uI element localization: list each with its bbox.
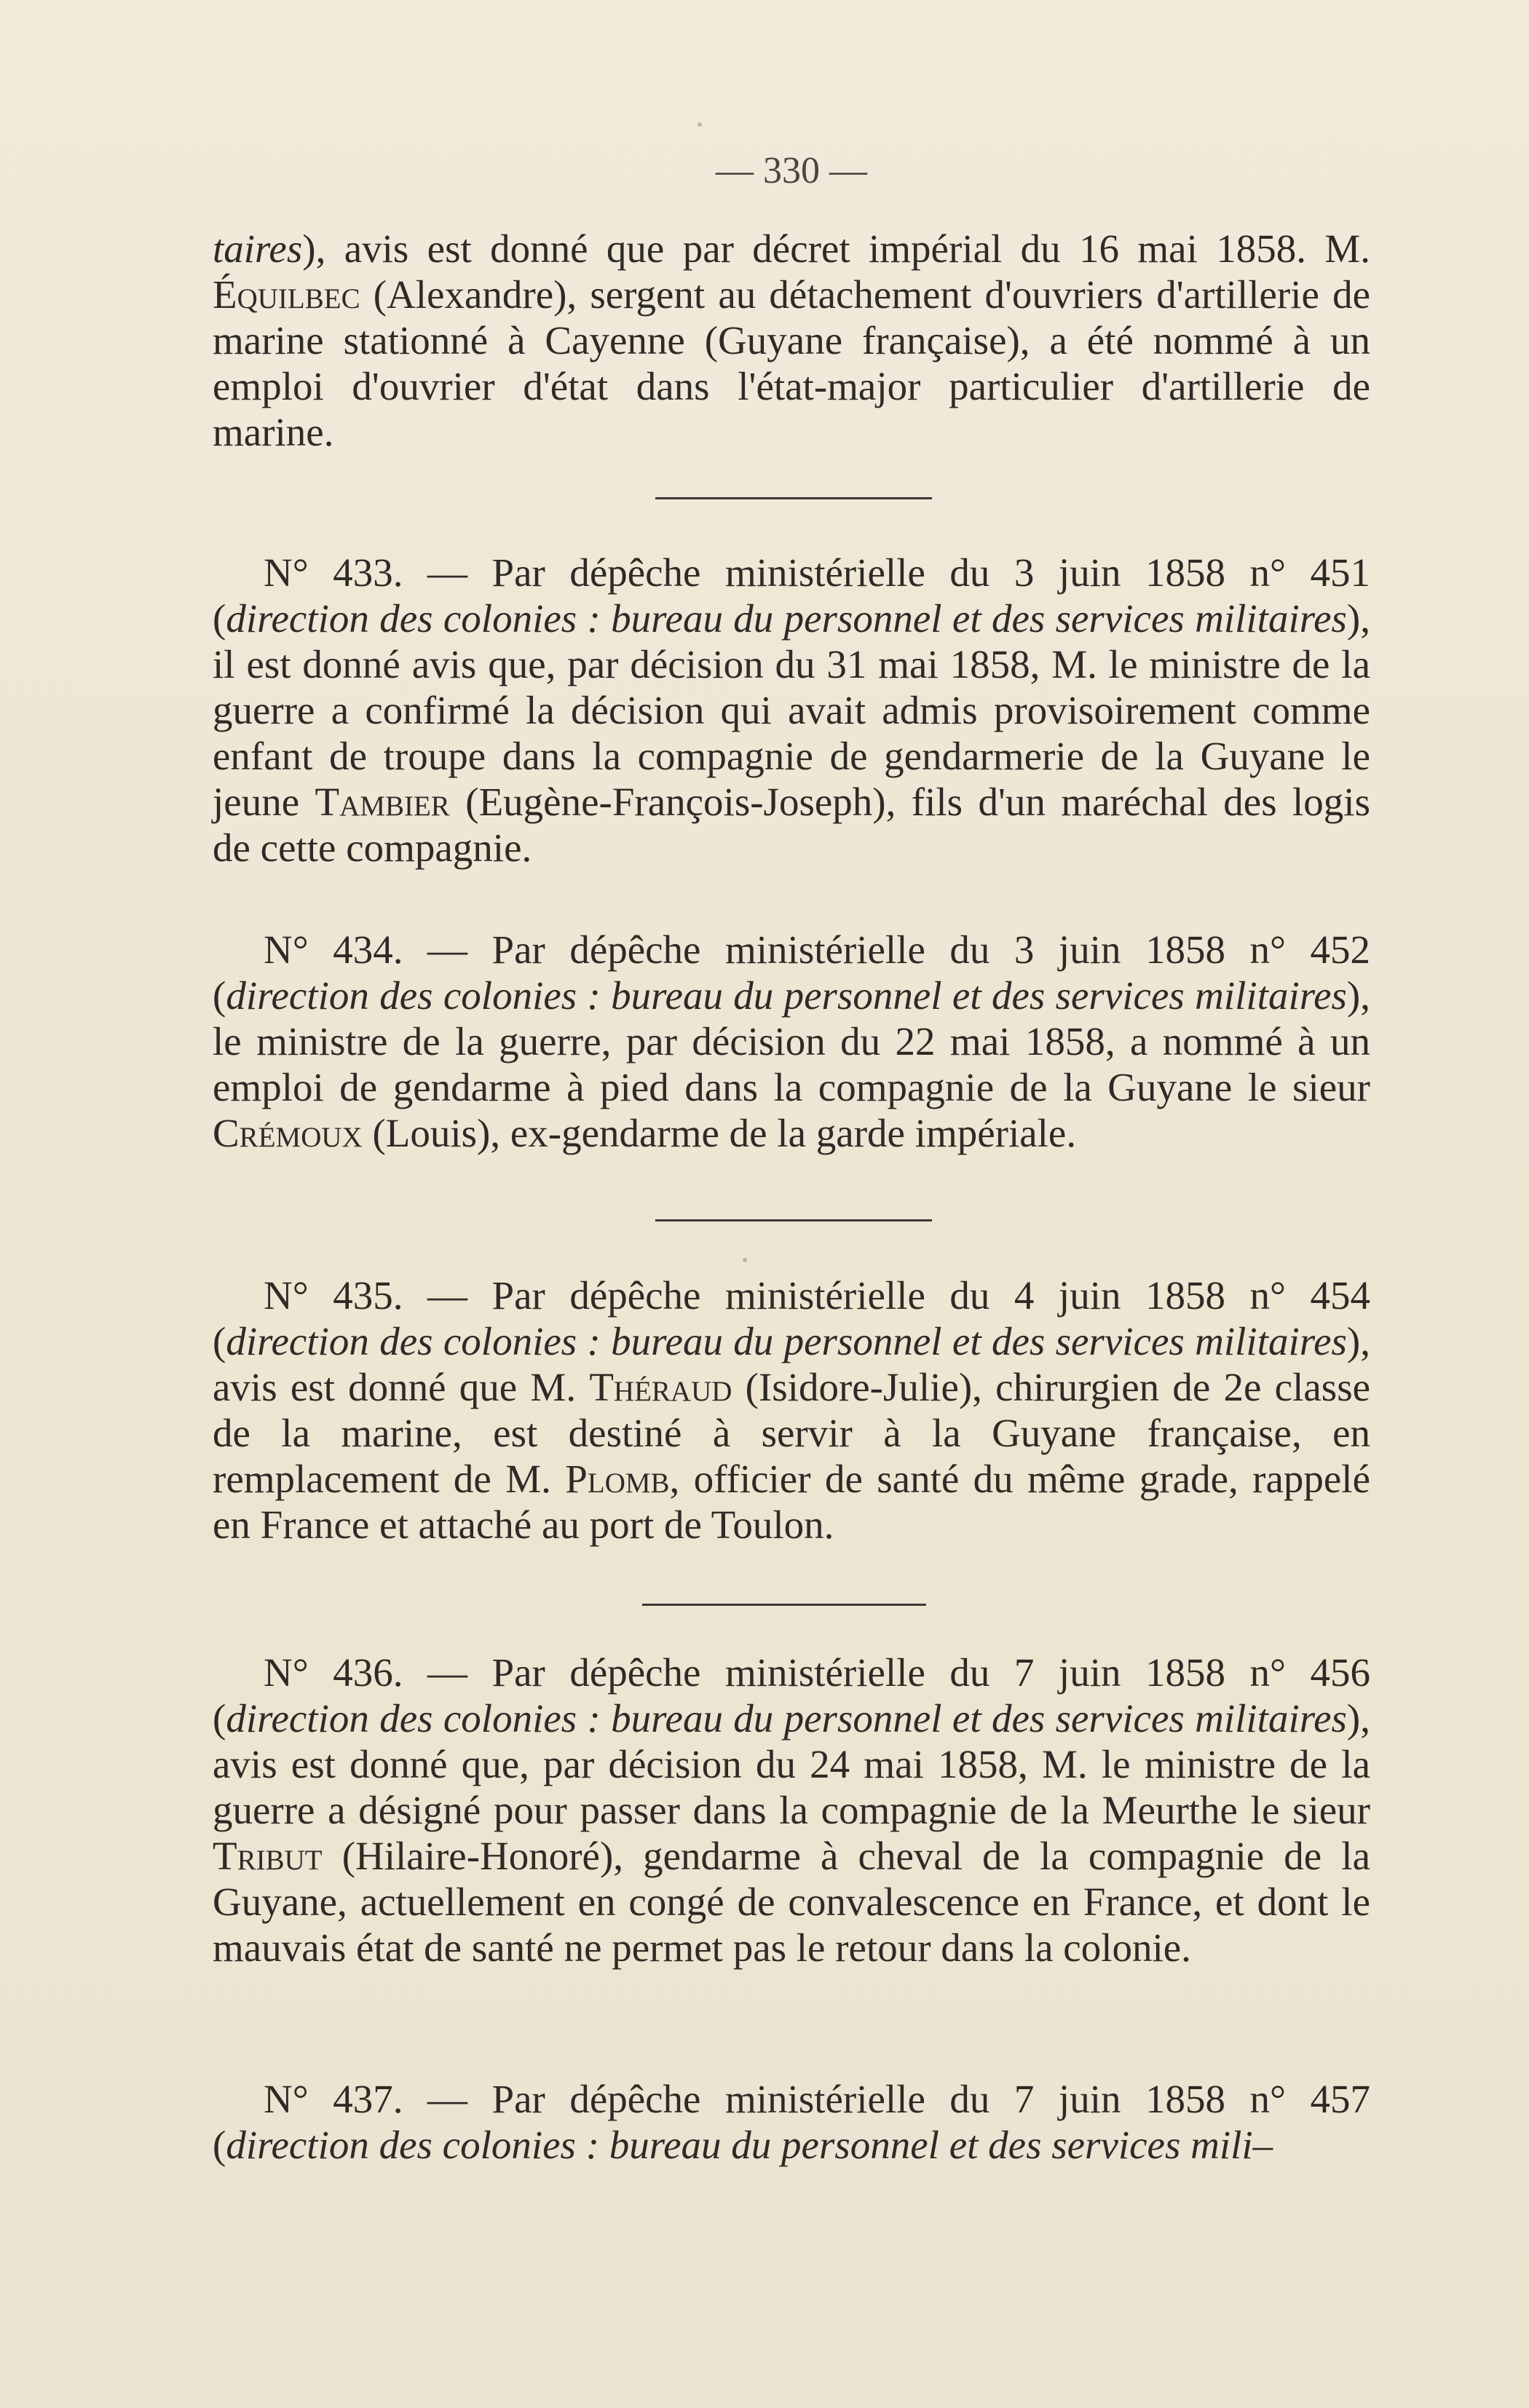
intro-m: M.: [1324, 226, 1371, 271]
entry-lead: — Par dépêche ministérielle du 4 juin 1858 n° 454 (: [213, 1273, 1371, 1363]
entry-body-mid: (Isidore-Julie), chirurgien de 2e classe de la marine, est destiné à servir à la Guyane française, en remplacement de M.: [213, 1365, 1371, 1501]
entry-body-end: (Hilaire-Honoré), gendarme à cheval de la compagnie de la Guyane, actuellement en congé de convalescence en France, et dont le mauvais état de santé ne permet pas le retour dans la colonie.: [213, 1834, 1370, 1970]
entry-name: Théraud: [589, 1365, 732, 1409]
entry-italic: direction des colonies : bureau du personnel et des services militaires: [226, 596, 1347, 641]
entry-name: Tambier: [315, 780, 450, 824]
intro-italic: taires: [213, 226, 303, 271]
entry-434: [213, 927, 1370, 1156]
separator-rule: [642, 1604, 926, 1606]
entry-body: ), avis est donné que M.: [213, 1319, 1370, 1409]
separator-rule: [655, 497, 932, 499]
entry-body-end: (Eugène-François-Joseph), fils d'un maréchal des logis de cette compagnie.: [213, 780, 1370, 870]
entry-italic: direction des colonies : bureau du personnel et des services militaires: [226, 1696, 1347, 1740]
entry-number: N° 436.: [264, 1650, 403, 1695]
entry-lead: — Par dépêche ministérielle du 3 juin 1858 n° 452 (: [213, 927, 1371, 1018]
entry-437: [213, 2076, 1370, 2168]
intro-rest: (Alexandre), sergent au détachement d'ouvriers d'artillerie de marine stationné à Cayenne (Guyane française), a été nommé à un emploi d'ouvrier d'état dans l'état-major particulier d'artillerie de marine.: [213, 272, 1370, 454]
entry-italic: direction des colonies : bureau du personnel et des services militaires: [226, 1319, 1347, 1363]
intro-name: Équilbec: [213, 272, 360, 317]
entry-body: ), le ministre de la guerre, par décision du 22 mai 1858, a nommé à un emploi de gendarme à pied dans la compagnie de la Guyane le sieur: [213, 973, 1370, 1109]
entry-name: Tribut: [213, 1834, 323, 1878]
entry-number: N° 434.: [264, 927, 403, 972]
intro-line1: ), avis est donné que par décret impérial du 16 mai 1858.: [302, 226, 1306, 271]
ink-speck: [743, 1258, 747, 1262]
entry-lead: — Par dépêche ministérielle du 7 juin 1858 n° 456 (: [213, 1650, 1371, 1740]
entry-italic: direction des colonies : bureau du personnel et des services mili–: [226, 2123, 1273, 2167]
entry-italic: direction des colonies : bureau du personnel et des services militaires: [226, 973, 1347, 1018]
intro-paragraph: [213, 226, 1370, 455]
entry-number: N° 435.: [264, 1273, 403, 1318]
page-number: — 330 —: [716, 150, 867, 191]
entry-body-end: , officier de santé du même grade, rappelé en France et attaché au port de Toulon.: [213, 1457, 1370, 1547]
ink-speck: [698, 122, 702, 127]
entry-number: N° 437.: [264, 2077, 403, 2121]
entry-number: N° 433.: [264, 550, 403, 595]
entry-body-end: (Louis), ex-gendarme de la garde impériale.: [362, 1111, 1077, 1155]
entry-436: [213, 1649, 1370, 1971]
entry-435: [213, 1272, 1370, 1548]
entry-name: Crémoux: [213, 1111, 363, 1155]
entry-433: [213, 550, 1370, 871]
entry-body: ), il est donné avis que, par décision du 31 mai 1858, M. le ministre de la guerre a confirmé la décision qui avait admis provisoirement comme enfant de troupe dans la compagnie de gendarmerie de la Guyane le jeune: [213, 596, 1370, 824]
entry-lead: — Par dépêche ministérielle du 7 juin 1858 n° 457 (: [213, 2077, 1371, 2167]
entry-body: ), avis est donné que, par décision du 24 mai 1858, M. le ministre de la guerre a désigné pour passer dans la compagnie de la Meurthe le sieur: [213, 1696, 1370, 1832]
separator-rule: [655, 1219, 932, 1221]
entry-lead: — Par dépêche ministérielle du 3 juin 1858 n° 451 (: [213, 550, 1371, 641]
entry-name-2: Plomb: [565, 1457, 670, 1501]
